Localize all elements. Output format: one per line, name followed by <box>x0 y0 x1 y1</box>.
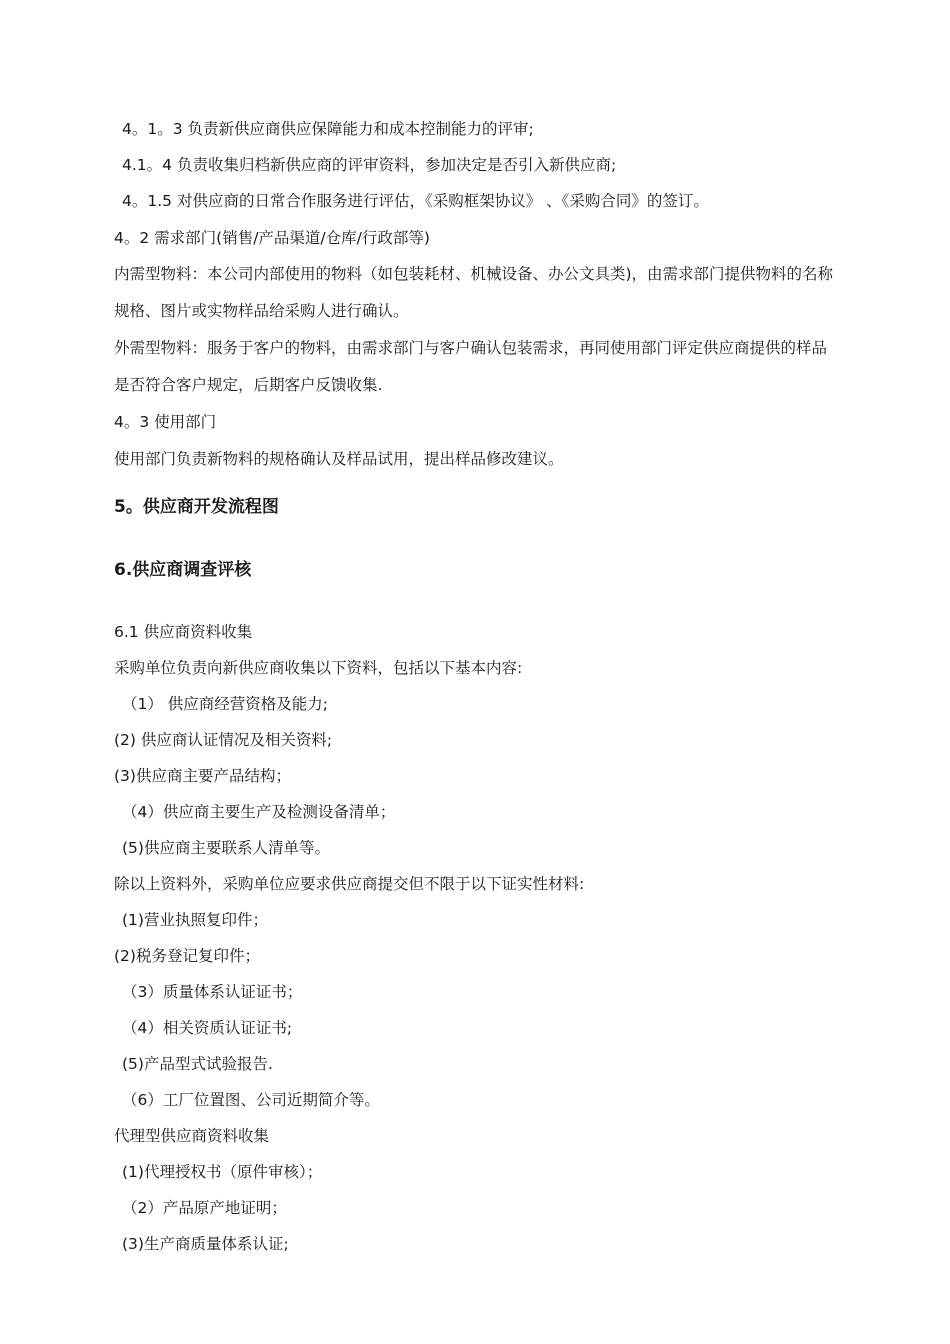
internal-material-paragraph: 内需型物料：本公司内部使用的物料（如包装耗材、机械设备、办公文具类)，由需求部门提供物料的名称规格、图片或实物样品给采购人进行确认。 <box>114 265 834 320</box>
list-item: (1)代理授权书（原件审核）； <box>122 1163 323 1181</box>
list-item: （4）供应商主要生产及检测设备清单； <box>122 803 396 821</box>
section-5-heading: 5。供应商开发流程图 <box>114 497 279 517</box>
proof-materials-intro: 除以上资料外，采购单位应要求供应商提交但不限于以下证实性材料: <box>114 875 585 893</box>
clause-4-3-title: 4。3 使用部门 <box>114 413 217 431</box>
list-item: （2）产品原产地证明； <box>122 1199 287 1217</box>
list-item: (3)供应商主要产品结构； <box>114 767 291 785</box>
list-item: (3)生产商质量体系认证; <box>122 1235 289 1253</box>
clause-4-1-5: 4。1.5 对供应商的日常合作服务进行评估，《采购框架协议》 、《采购合同》的签订。 <box>122 192 709 210</box>
list-item: （6）工厂位置图、公司近期简介等。 <box>122 1091 380 1109</box>
clause-4-1-3: 4。1。3 负责新供应商供应保障能力和成本控制能力的评审; <box>122 120 534 138</box>
clause-4-2-title: 4。2 需求部门(销售/产品渠道/仓库/行政部等) <box>114 229 430 247</box>
agent-supplier-title: 代理型供应商资料收集 <box>114 1127 270 1145</box>
list-item: (1)营业执照复印件； <box>122 911 268 929</box>
section-6-heading: 6.供应商调查评核 <box>114 560 252 580</box>
list-item: (5)产品型式试验报告. <box>122 1055 273 1073</box>
external-material-paragraph: 外需型物料：服务于客户的物料，由需求部门与客户确认包装需求，再同使用部门评定供应商提供的样品是否符合客户规定，后期客户反馈收集. <box>114 339 828 394</box>
basic-info-intro: 采购单位负责向新供应商收集以下资料，包括以下基本内容: <box>114 659 523 677</box>
list-item: （1） 供应商经营资格及能力; <box>122 695 329 713</box>
list-item: （3）质量体系认证证书； <box>122 983 303 1001</box>
usage-department-paragraph: 使用部门负责新物料的规格确认及样品试用，提出样品修改建议。 <box>114 450 564 468</box>
list-item: (2)税务登记复印件； <box>114 947 260 965</box>
clause-4-1-4: 4.1。4 负责收集归档新供应商的评审资料，参加决定是否引入新供应商; <box>122 156 617 174</box>
list-item: (2) 供应商认证情况及相关资料; <box>114 731 333 749</box>
list-item: (5)供应商主要联系人清单等。 <box>122 839 330 857</box>
clause-6-1-title: 6.1 供应商资料收集 <box>114 623 253 641</box>
list-item: （4）相关资质认证证书; <box>122 1019 293 1037</box>
